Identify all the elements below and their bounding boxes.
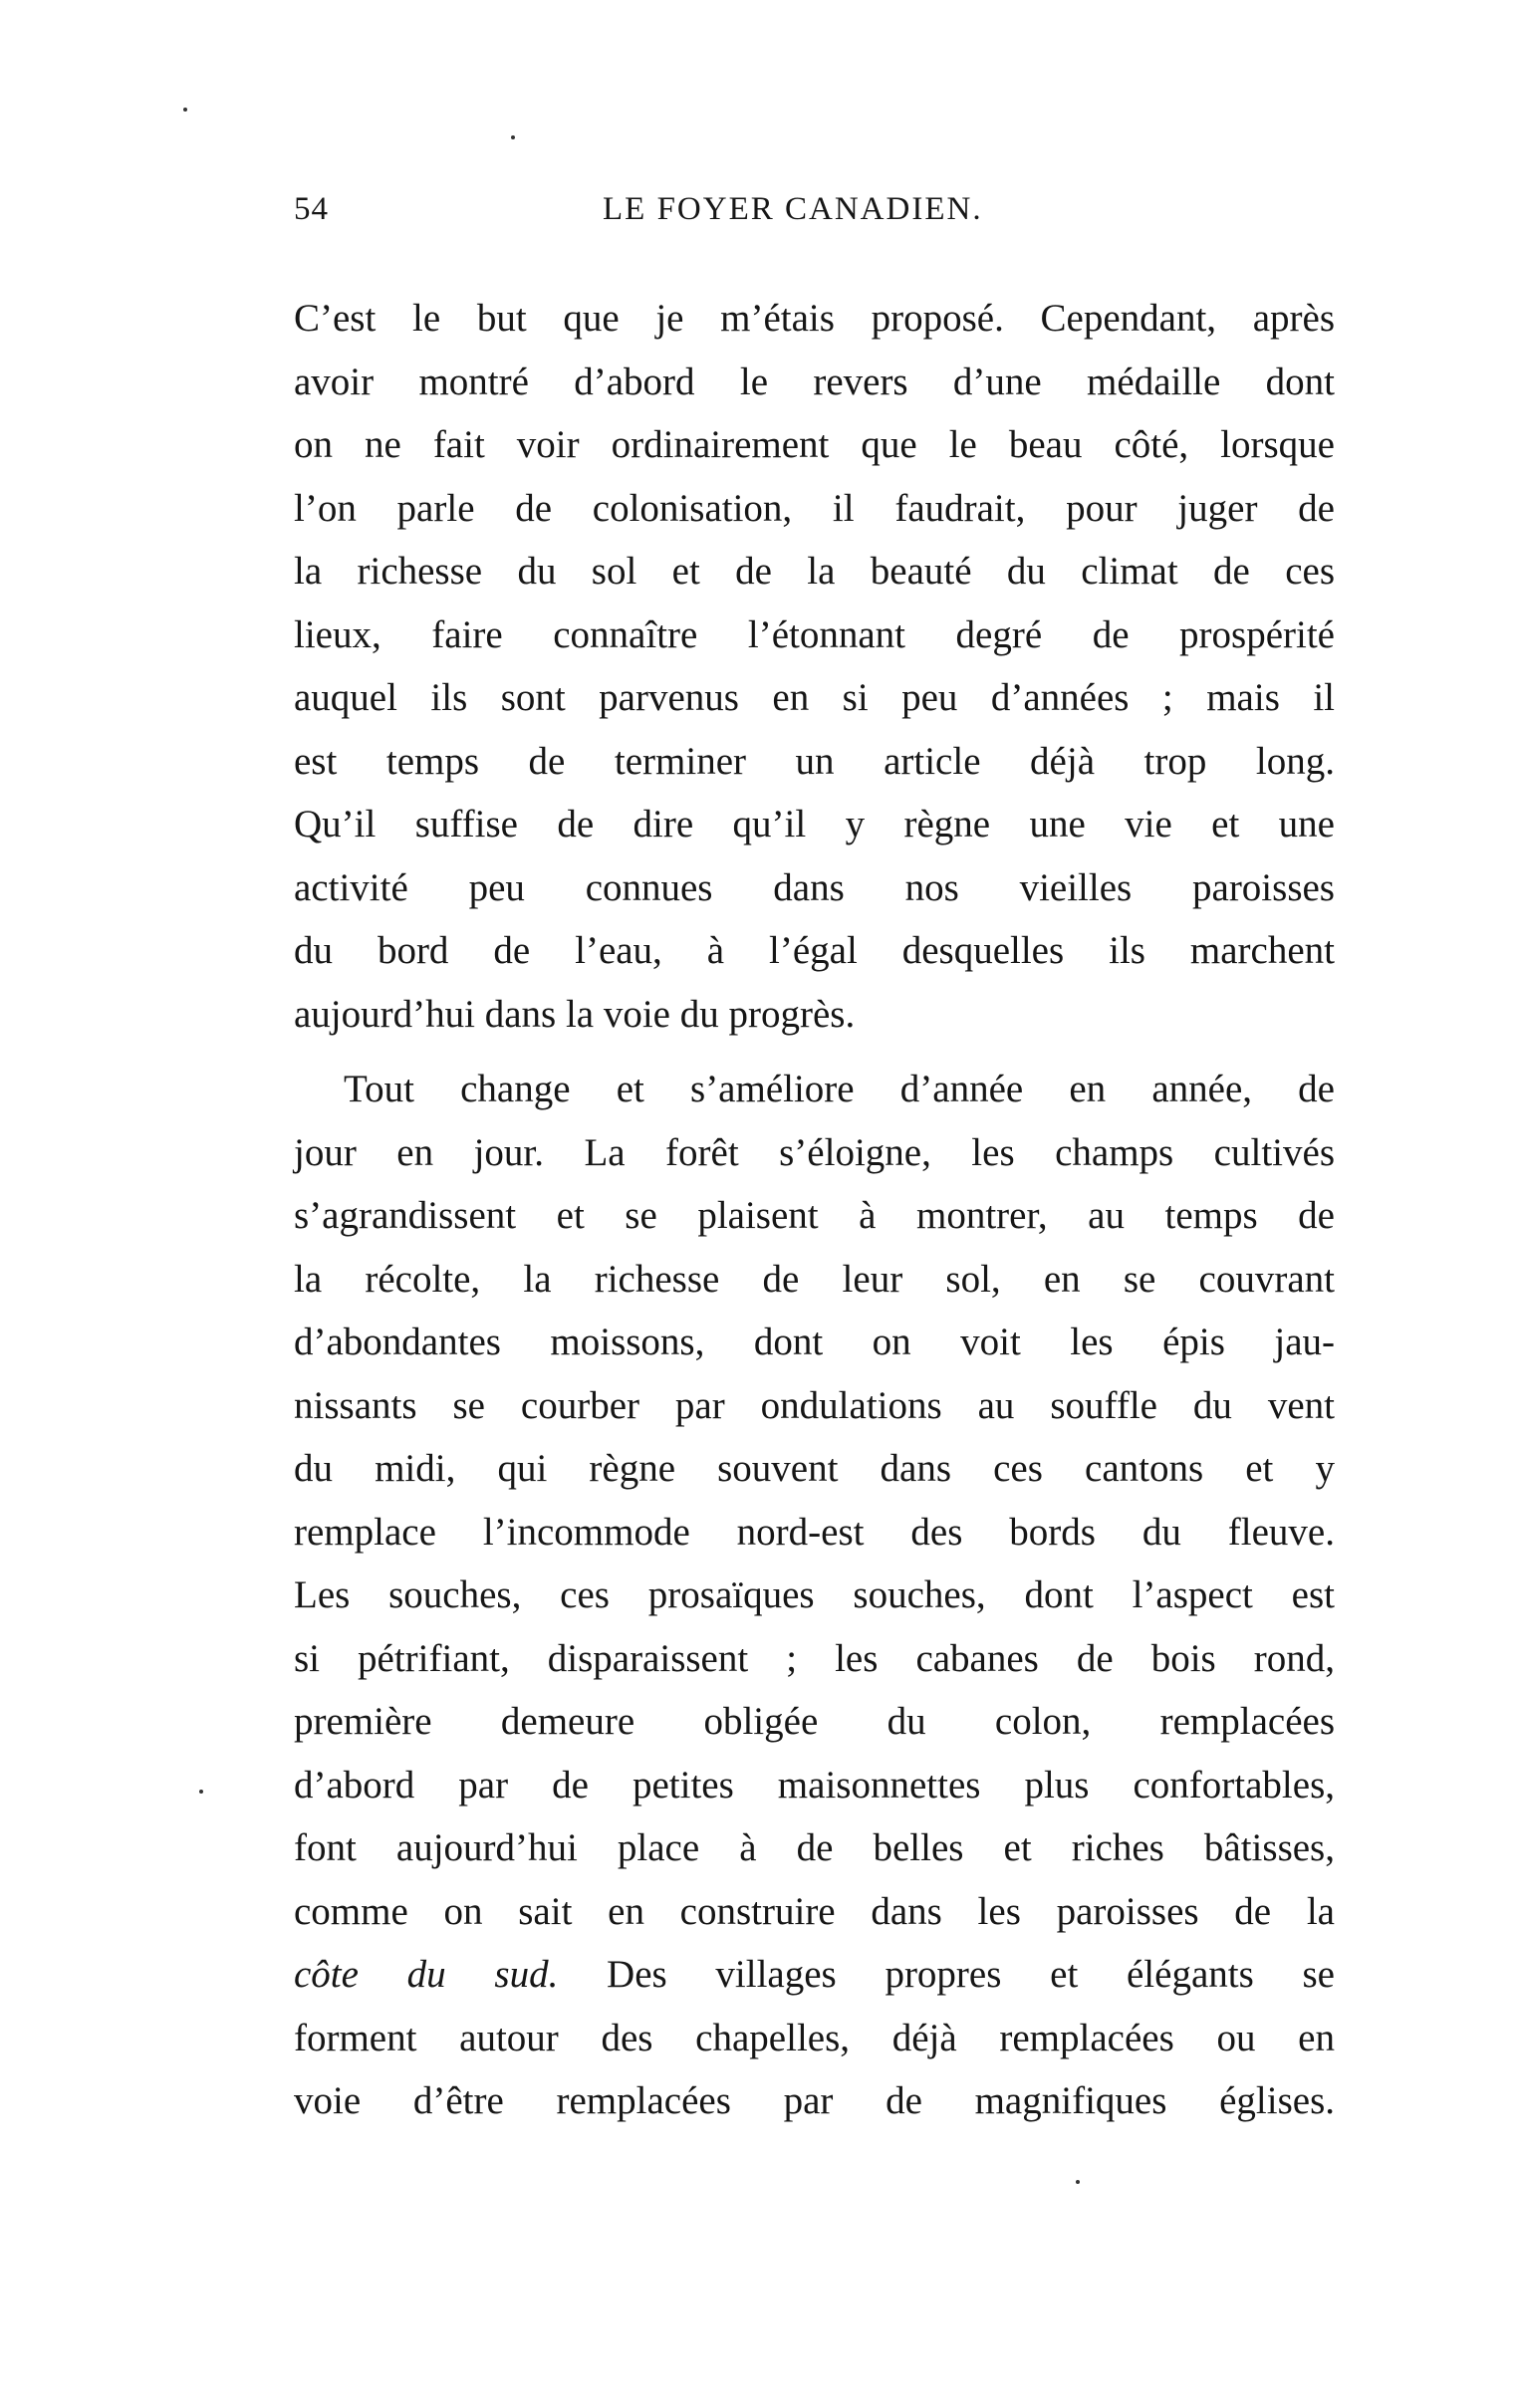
ink-speck [1076, 2180, 1080, 2184]
italic-place-name: côte du sud. [294, 1953, 559, 1996]
text-line: la récolte, la richesse de leur sol, en se couvrant [294, 1257, 1335, 1301]
page-header [294, 191, 1335, 251]
text-line: jour en jour. La forêt s’éloigne, les champs cultivés [294, 1130, 1335, 1174]
text-line: font aujourd’hui place à de belles et riches bâtisses, [294, 1826, 1335, 1869]
text-line: l’on parle de colonisation, il faudrait, pour juger de [294, 486, 1335, 530]
text-line: la richesse du sol et de la beauté du climat de ces [294, 550, 1335, 593]
page-number: 54 [294, 191, 329, 227]
paragraph-gap [294, 1046, 1335, 1058]
text-line: auquel ils sont parvenus en si peu d’années ; mais il [294, 676, 1335, 719]
text-line: d’abord par de petites maisonnettes plus confortables, [294, 1763, 1335, 1806]
line-continuation: Des villages propres et élégants se [558, 1953, 1335, 1996]
text-line: Les souches, ces prosaïques souches, dont l’aspect est [294, 1573, 1335, 1616]
text-line: voie d’être remplacées par de magnifiques églises. [294, 2079, 1335, 2122]
text-line: remplace l’incommode nord-est des bords du fleuve. [294, 1510, 1335, 1554]
text-line: avoir montré d’abord le revers d’une médaille dont [294, 360, 1335, 403]
text-line: est temps de terminer un article déjà trop long. [294, 739, 1335, 783]
text-line: du bord de l’eau, à l’égal desquelles ils marchent [294, 929, 1335, 972]
ink-speck [199, 1790, 203, 1794]
text-line: du midi, qui règne souvent dans ces cantons et y [294, 1447, 1335, 1490]
running-title: LE FOYER CANADIEN. [603, 191, 983, 227]
text-line: lieux, faire connaître l’étonnant degré de prospérité [294, 612, 1335, 656]
text-line: comme on sait en construire dans les paroisses de la [294, 1889, 1335, 1933]
text-line: forment autour des chapelles, déjà remplacées ou en [294, 2016, 1335, 2059]
text-line: d’abondantes moissons, dont on voit les épis jau- [294, 1321, 1335, 1363]
text-line: aujourd’hui dans la voie du progrès. [294, 992, 856, 1036]
paragraph-1 [294, 287, 1335, 1046]
body-text [294, 287, 1335, 2133]
text-line: Qu’il suffise de dire qu’il y règne une vie et une [294, 803, 1335, 845]
text-line: première demeure obligée du colon, remplacées [294, 1700, 1335, 1743]
text-line [294, 1943, 1335, 2007]
text-line: Tout change et s’améliore d’année en année, de [344, 1068, 1335, 1110]
text-line: on ne fait voir ordinairement que le beau côté, lorsque [294, 423, 1335, 466]
text-line: activité peu connues dans nos vieilles paroisses [294, 865, 1335, 909]
text-line: s’agrandissent et se plaisent à montrer, au temps de [294, 1194, 1335, 1237]
text-line: nissants se courber par ondulations au souffle du vent [294, 1383, 1335, 1427]
ink-speck [183, 108, 187, 112]
text-line: si pétrifiant, disparaissent ; les cabanes de bois rond, [294, 1636, 1335, 1680]
text-line: C’est le but que je m’étais proposé. Cependant, après [294, 297, 1335, 340]
ink-speck [511, 135, 515, 139]
paragraph-2 [294, 1058, 1335, 2133]
